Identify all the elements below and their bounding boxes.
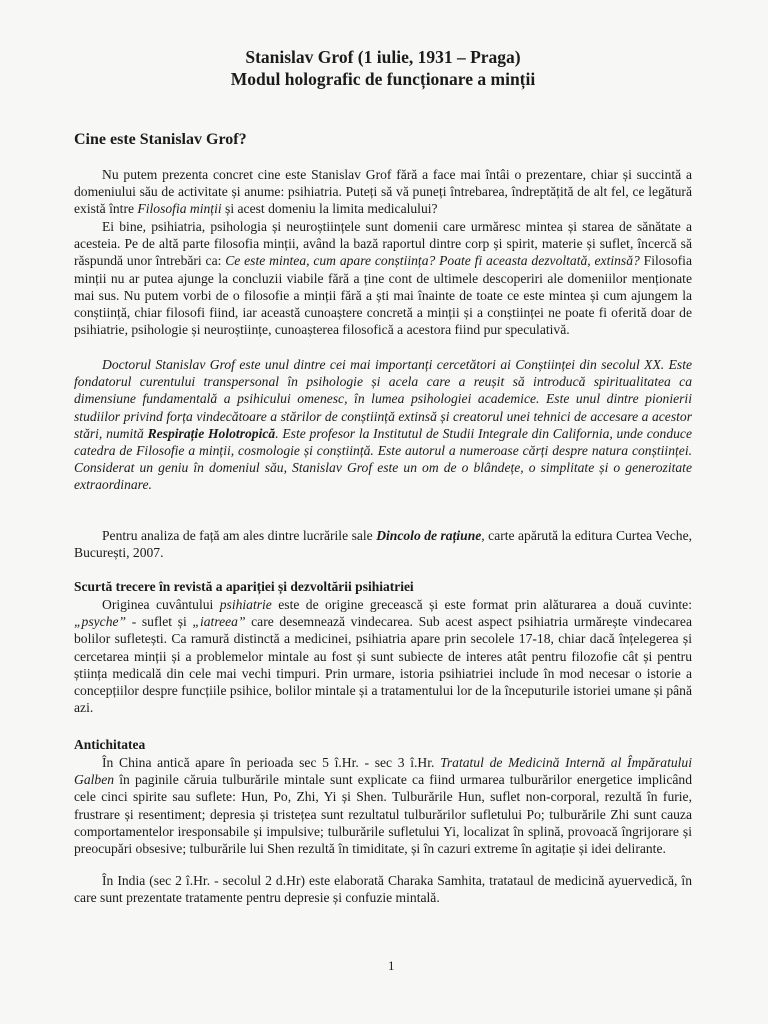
section-heading-antiquity: Antichitatea <box>74 737 146 752</box>
paragraph-ancient-india: În India (sec 2 î.Hr. - secolul 2 d.Hr) este elaborată Charaka Samhita, tratataul de medicină ayuervedică, în care sunt prezentate tratamente pentru depresie și confuzie mintală. <box>74 873 692 906</box>
section-heading-who-is-grof: Cine este Stanislav Grof? <box>74 131 247 148</box>
title-line-2: Modul holografic de funcționare a minții <box>230 69 536 89</box>
page-number: 1 <box>388 958 395 973</box>
paragraph-intro: Nu putem prezenta concret cine este Stanislav Grof fără a face mai întâi o prezentare, chiar și succintă a domeniului său de activitate și anume: psihiatria. Puteți să vă puneți întrebarea, îndreptățită de alt fel, ce legătură există între Filosofia minții și acest domeniu la limita medicalului? <box>74 167 692 217</box>
title-line-1: Stanislav Grof (1 iulie, 1931 – Praga) <box>245 47 521 67</box>
paragraph-philosophy-of-mind: Ei bine, psihiatria, psihologia și neuroștiințele sunt domenii care urmăresc mintea și starea de sănătate a acesteia. Pe de altă parte filosofia minții, având la bază raportul dintre corp și spirit, materie și suflet, încercă să răspundă unor întrebări ca: Ce este mintea, cum apare conștiința? Poate fi aceasta dezvoltată, extinsă? Filosofia minții nu ar putea ajunge la concluzii viabile fără a ține cont de ultimele descoperiri ale domeniilor menționate mai sus. Nu putem vorbi de o filosofie a minții fără a ști mai înainte de toate ce este mintea și cum ajungem la conștiință, chiar filosofi fiind, iar această cunoaștere concretă a minții și a conștiinței ne poate fi oferită doar de psihiatrie, psihologie și neuroștiințe, cunoașterea filosofică a acestora fiind pur speculativă. <box>74 219 692 338</box>
paragraph-ancient-china: În China antică apare în perioada sec 5 î.Hr. - sec 3 î.Hr. Tratatul de Medicină Internă al Împăratului Galben în paginile căruia tulburările mintale sunt explicate ca fiind urmarea tulburărilor energetice implicând cele cinci spirite sau suflete: Hun, Po, Zhi, Yi și Shen. Tulburările Hun, suflet non-corporal, rezultă în furie, frustrare și resentiment; depresia și tristețea sunt rezultatul tulburărilor sufletului Po; tulburările Zhi sunt cauza comportamentelor iresponsabile și impulsive; tulburările sufletului Yi, localizat în splină, provoacă îngrijorare și preocupări obsesive; tulburările lui Shen rezultă în timiditate, și în cazuri extreme în agitație și idei delirante. <box>74 755 692 857</box>
paragraph-origin-of-psychiatry: Originea cuvântului psihiatrie este de origine grecească și este format prin alăturarea a două cuvinte: „psyche” - suflet și „iatreea” care desemnează vindecarea. Sub acest aspect psihiatria urmărește vindecarea bolilor sufletești. Ca ramură distinctă a medicinei, psihiatria apare prin secolele 17-18, chiar dacă înțelegerea și cercetarea minții și a problemelor mintale au fost și sunt subiecte de interes atât pentru filozofie cât și pentru știința medicală din cele mai vechi timpuri. Prin urmare, istoria psihiatriei include în mod necesar o istorie a concepțiilor despre funcțiile psihice, bolilor mintale și a tratamentului lor de la începuturile istoriei umane și până azi. <box>74 597 693 716</box>
document-title <box>74 46 692 90</box>
quote-about-grof: Doctorul Stanislav Grof este unul dintre cei mai importanți cercetători ai Conștiinței din secolul XX. Este fondatorul curentului transpersonal în psihologie și acela care a reușit să introducă spiritualitatea ca dimensiune fundamentală a psihicului omenesc, în lumea psihologiei academice. Este unul dintre pionierii studiilor privind forța vindecătoare a stărilor de conștiință extinsă și creatorul unei tehnici de accesare a acestor stări, numită Respirație Holotropică. Este profesor la Institutul de Studii Integrale din California, unde conduce catedra de Filosofie a minții, cosmologie și conștiință. Este autorul a numeroase cărți despre natura conștiinței. Considerat un geniu în domeniul său, Stanislav Grof este un om de o blândețe, o simplitate și o generozitate extraordinare. <box>74 357 693 493</box>
book-title: Dincolo de rațiune <box>376 528 482 543</box>
paragraph-book-choice: Pentru analiza de față am ales dintre lucrările sale Dincolo de rațiune, carte apărută la editura Curtea Veche, București, 2007. <box>74 528 692 561</box>
holotropic-breathing-term: Respirație Holotropică <box>147 425 276 441</box>
section-heading-history-psychiatry: Scurtă trecere în revistă a apariției și dezvoltării psihiatriei <box>74 579 414 594</box>
